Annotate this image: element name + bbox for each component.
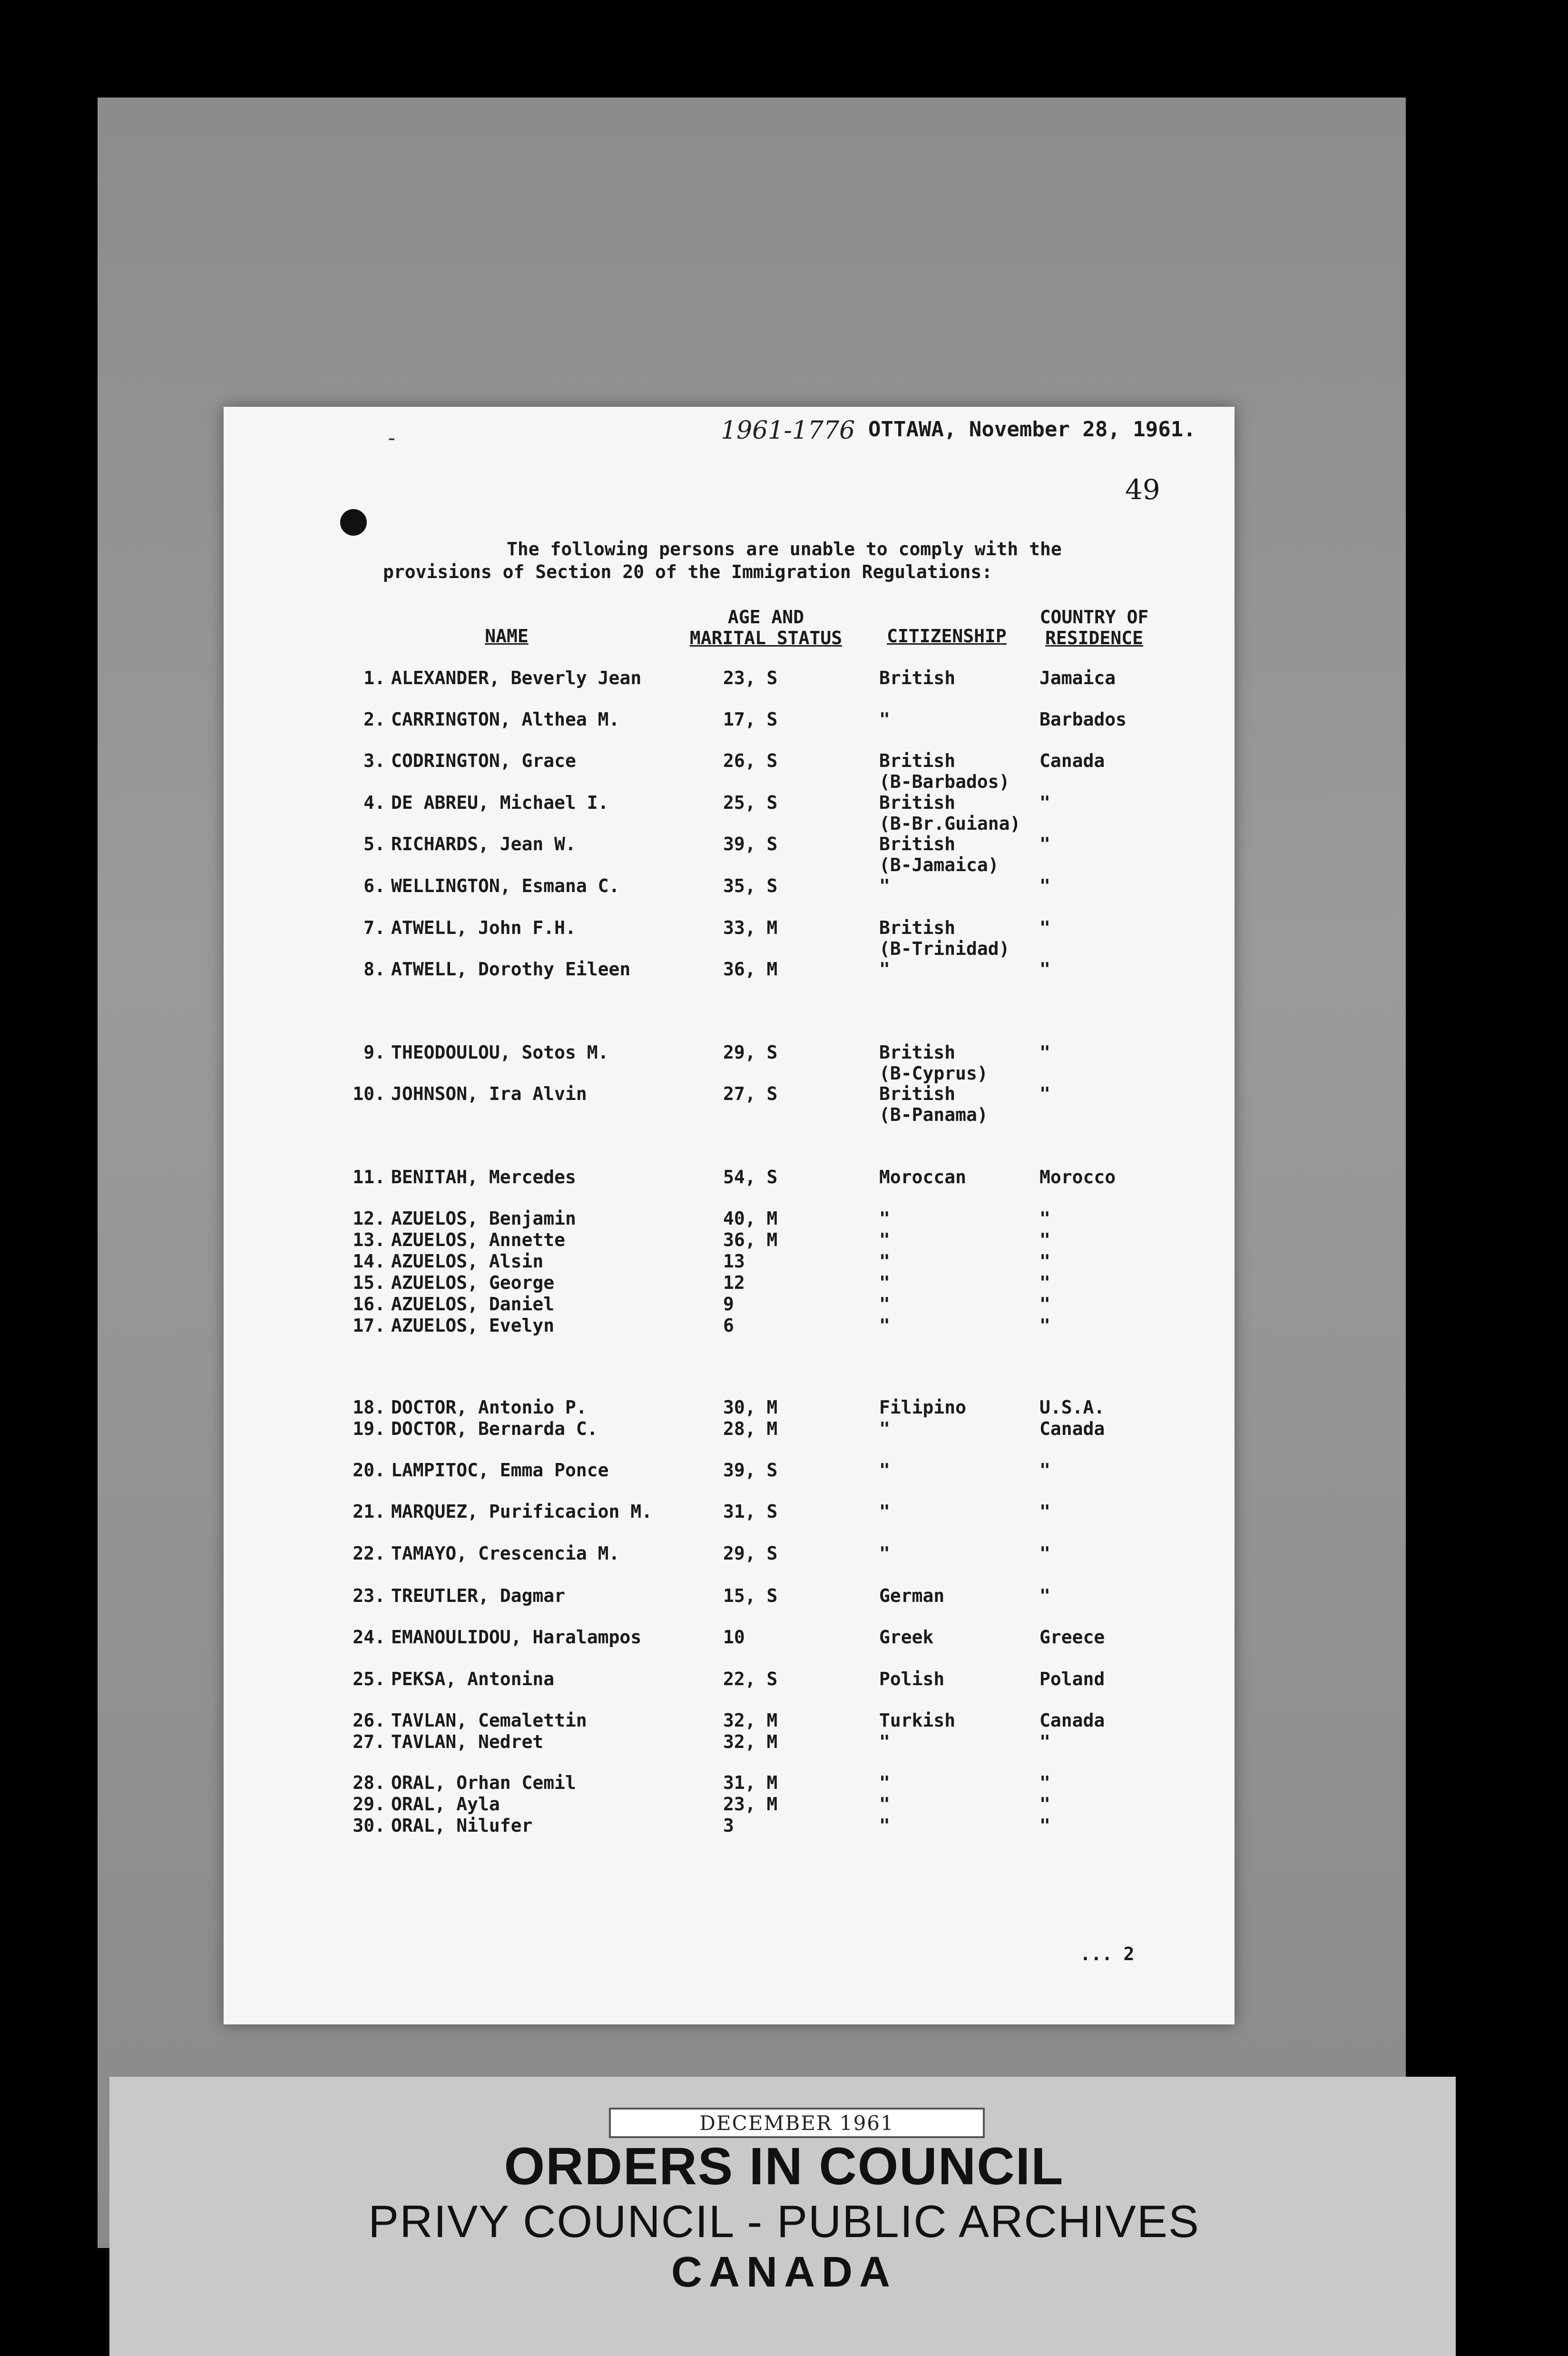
row-9-cit: British [879,1042,956,1063]
row-24-country: Greece [1039,1627,1105,1648]
row-15-cit: " [879,1272,890,1293]
row-21-age: 31, S [723,1501,778,1522]
row-19-cit: " [879,1418,890,1439]
row-14-age: 13 [723,1251,745,1272]
row-27-name: TAVLAN, Nedret [391,1731,544,1752]
row-5-birthplace: (B-Jamaica) [879,854,999,875]
row-11-country: Morocco [1039,1167,1116,1188]
row-25-name: PEKSA, Antonina [391,1669,555,1689]
row-23-name: TREUTLER, Dagmar [391,1585,566,1606]
row-4-name: DE ABREU, Michael I. [391,792,609,813]
row-9-country: " [1039,1042,1050,1063]
row-6-age: 35, S [723,875,778,896]
row-17-num: 17. [353,1315,385,1336]
row-27-age: 32, M [723,1731,778,1752]
row-25-cit: Polish [879,1669,945,1689]
row-2-num: 2. [363,709,385,730]
intro-line-1: The following persons are unable to comply with the [507,539,1062,560]
month-label: DECEMBER 1961 [609,2108,985,2138]
row-23-age: 15, S [723,1585,778,1606]
row-5-name: RICHARDS, Jean W. [391,834,576,854]
row-3-country: Canada [1039,750,1105,771]
row-27-cit: " [879,1731,890,1752]
row-1-name: ALEXANDER, Beverly Jean [391,668,642,688]
row-24-cit: Greek [879,1627,934,1648]
row-6-cit: " [879,875,890,896]
row-26-name: TAVLAN, Cemalettin [391,1710,587,1731]
row-18-cit: Filipino [879,1397,967,1418]
row-21-name: MARQUEZ, Purificacion M. [391,1501,653,1522]
row-7-country: " [1039,917,1050,938]
row-2-country: Barbados [1039,709,1127,730]
intro-paragraph [383,538,1201,583]
row-12-cit: " [879,1208,890,1229]
row-30-cit: " [879,1815,890,1836]
row-20-country: " [1039,1460,1050,1481]
row-27-country: " [1039,1731,1050,1752]
row-4-num: 4. [363,792,385,813]
row-25-country: Poland [1039,1669,1105,1689]
row-3-num: 3. [363,750,385,771]
row-7-num: 7. [363,917,385,938]
row-12-name: AZUELOS, Benjamin [391,1208,576,1229]
dateline: OTTAWA, November 28, 1961. [868,417,1196,442]
row-22-num: 22. [353,1543,385,1564]
row-6-country: " [1039,875,1050,896]
row-15-num: 15. [353,1272,385,1293]
row-1-age: 23, S [723,668,778,688]
row-8-num: 8. [363,959,385,980]
row-30-country: " [1039,1815,1050,1836]
row-30-name: ORAL, Nilufer [391,1815,533,1836]
row-25-age: 22, S [723,1669,778,1689]
row-30-age: 3 [723,1815,734,1836]
row-19-name: DOCTOR, Bernarda C. [391,1418,598,1439]
row-12-num: 12. [353,1208,385,1229]
row-17-age: 6 [723,1315,734,1336]
row-16-name: AZUELOS, Daniel [391,1294,555,1315]
row-3-name: CODRINGTON, Grace [391,750,576,771]
row-20-cit: " [879,1460,890,1481]
document-page [224,407,1235,2024]
row-22-age: 29, S [723,1543,778,1564]
archive-title: ORDERS IN COUNCIL [504,2137,1064,2196]
row-29-country: " [1039,1794,1050,1815]
row-15-name: AZUELOS, George [391,1272,555,1293]
row-18-country: U.S.A. [1039,1397,1105,1418]
row-13-cit: " [879,1229,890,1250]
row-6-num: 6. [363,875,385,896]
row-5-age: 39, S [723,834,778,854]
row-10-cit: British [879,1083,956,1104]
row-10-name: JOHNSON, Ira Alvin [391,1083,587,1104]
row-3-birthplace: (B-Barbados) [879,771,1010,792]
row-7-age: 33, M [723,917,778,938]
row-5-cit: British [879,834,956,854]
row-18-name: DOCTOR, Antonio P. [391,1397,587,1418]
row-9-age: 29, S [723,1042,778,1063]
row-24-age: 10 [723,1627,745,1648]
row-18-age: 30, M [723,1397,778,1418]
row-21-num: 21. [353,1501,385,1522]
row-28-cit: " [879,1772,890,1793]
row-10-birthplace: (B-Panama) [879,1104,988,1125]
header-country: COUNTRY OF RESIDENCE [1039,607,1149,648]
row-27-num: 27. [353,1731,385,1752]
row-4-country: " [1039,792,1050,813]
row-5-num: 5. [363,834,385,854]
row-10-age: 27, S [723,1083,778,1104]
row-30-num: 30. [353,1815,385,1836]
row-22-name: TAMAYO, Crescencia M. [391,1543,620,1564]
row-22-cit: " [879,1543,890,1564]
row-29-age: 23, M [723,1794,778,1815]
row-16-country: " [1039,1294,1050,1315]
row-14-num: 14. [353,1251,385,1272]
row-15-age: 12 [723,1272,745,1293]
row-16-num: 16. [353,1294,385,1315]
row-20-num: 20. [353,1460,385,1481]
row-11-num: 11. [353,1167,385,1188]
row-11-cit: Moroccan [879,1167,967,1188]
row-11-age: 54, S [723,1167,778,1188]
row-21-cit: " [879,1501,890,1522]
row-15-country: " [1039,1272,1050,1293]
row-8-age: 36, M [723,959,778,980]
header-citizenship: CITIZENSHIP [887,626,1007,647]
row-13-country: " [1039,1229,1050,1250]
row-9-name: THEODOULOU, Sotos M. [391,1042,609,1063]
row-6-name: WELLINGTON, Esmana C. [391,875,620,896]
margin-dash: - [385,426,398,450]
row-28-age: 31, M [723,1772,778,1793]
punch-hole [340,509,367,536]
row-1-cit: British [879,668,956,688]
row-7-birthplace: (B-Trinidad) [879,938,1010,959]
row-4-cit: British [879,792,956,813]
archive-subtitle: PRIVY COUNCIL - PUBLIC ARCHIVES [368,2196,1200,2247]
row-26-age: 32, M [723,1710,778,1731]
row-9-num: 9. [363,1042,385,1063]
row-2-cit: " [879,709,890,730]
row-13-age: 36, M [723,1229,778,1250]
row-25-num: 25. [353,1669,385,1689]
row-23-num: 23. [353,1585,385,1606]
row-17-country: " [1039,1315,1050,1336]
row-19-country: Canada [1039,1418,1105,1439]
continued-marker: ... 2 [1080,1944,1135,1964]
row-21-country: " [1039,1501,1050,1522]
row-28-name: ORAL, Orhan Cemil [391,1772,576,1793]
row-9-birthplace: (B-Cyprus) [879,1063,988,1084]
row-2-age: 17, S [723,709,778,730]
row-3-cit: British [879,750,956,771]
header-age-marital: AGE AND MARITAL STATUS [689,607,843,648]
row-26-num: 26. [353,1710,385,1731]
row-7-name: ATWELL, John F.H. [391,917,576,938]
row-16-age: 9 [723,1294,734,1315]
row-12-age: 40, M [723,1208,778,1229]
row-26-cit: Turkish [879,1710,956,1731]
row-19-num: 19. [353,1418,385,1439]
row-13-name: AZUELOS, Annette [391,1229,566,1250]
row-10-country: " [1039,1083,1050,1104]
row-19-age: 28, M [723,1418,778,1439]
row-8-country: " [1039,959,1050,980]
row-7-cit: British [879,917,956,938]
row-23-cit: German [879,1585,945,1606]
row-28-num: 28. [353,1772,385,1793]
row-17-name: AZUELOS, Evelyn [391,1315,555,1336]
row-1-country: Jamaica [1039,668,1116,688]
row-1-num: 1. [363,668,385,688]
row-16-cit: " [879,1294,890,1315]
row-28-country: " [1039,1772,1050,1793]
row-20-name: LAMPITOC, Emma Ponce [391,1460,609,1481]
row-29-name: ORAL, Ayla [391,1794,500,1815]
row-22-country: " [1039,1543,1050,1564]
row-12-country: " [1039,1208,1050,1229]
intro-line-2: provisions of Section 20 of the Immigration Regulations: [383,561,993,582]
row-17-cit: " [879,1315,890,1336]
row-10-num: 10. [353,1083,385,1104]
row-8-cit: " [879,959,890,980]
handwritten-file-number: 1961-1776 [721,416,855,445]
row-14-country: " [1039,1251,1050,1272]
row-8-name: ATWELL, Dorothy Eileen [391,959,631,980]
row-23-country: " [1039,1585,1050,1606]
row-18-num: 18. [353,1397,385,1418]
row-29-num: 29. [353,1794,385,1815]
page-number: 49 [1125,473,1160,506]
row-14-cit: " [879,1251,890,1272]
header-name: NAME [485,626,529,647]
row-4-age: 25, S [723,792,778,813]
archive-country: CANADA [671,2248,897,2296]
row-3-age: 26, S [723,750,778,771]
row-24-num: 24. [353,1627,385,1648]
row-11-name: BENITAH, Mercedes [391,1167,576,1188]
row-4-birthplace: (B-Br.Guiana) [879,813,1021,834]
row-20-age: 39, S [723,1460,778,1481]
row-5-country: " [1039,834,1050,854]
row-13-num: 13. [353,1229,385,1250]
row-14-name: AZUELOS, Alsin [391,1251,544,1272]
row-29-cit: " [879,1794,890,1815]
row-2-name: CARRINGTON, Althea M. [391,709,620,730]
row-26-country: Canada [1039,1710,1105,1731]
row-24-name: EMANOULIDOU, Haralampos [391,1627,642,1648]
